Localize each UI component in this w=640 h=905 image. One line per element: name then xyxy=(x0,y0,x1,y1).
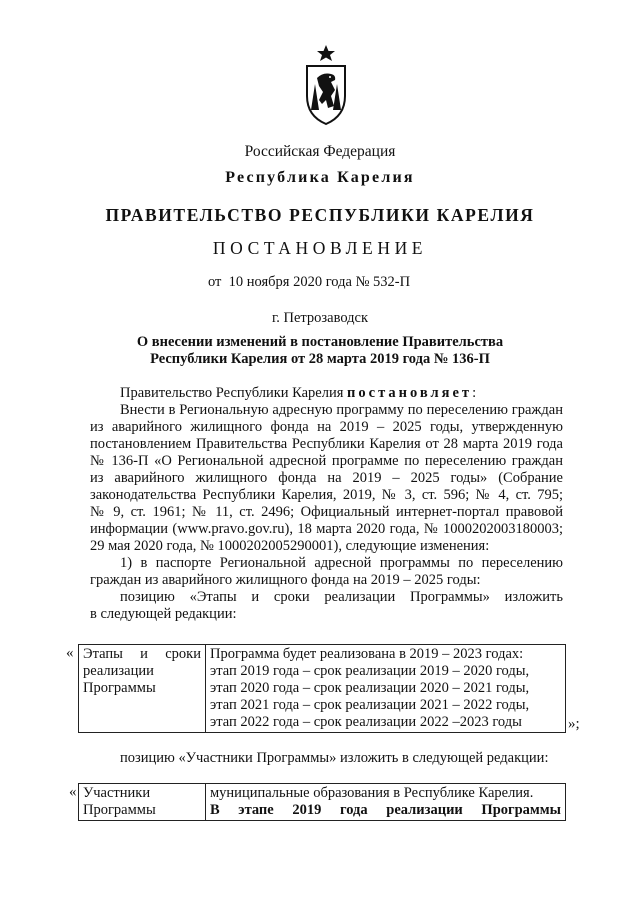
document-title-line-2: Республики Карелия от 28 марта 2019 года № 136-П xyxy=(150,351,490,367)
main-line: информации (www.pravo.gov.ru), 18 марта 2020 года, № 1000202003180003; xyxy=(90,521,563,537)
cell-line: Программы xyxy=(83,680,156,696)
cell-line: этап 2020 года – срок реализации 2020 – 2021 годы, xyxy=(210,680,530,696)
cell-line: Программы xyxy=(83,802,156,818)
cell-line: реализации xyxy=(83,663,154,679)
participants-content-cell xyxy=(206,784,566,821)
document-date: от 10 ноября 2020 года № 532-П xyxy=(208,274,411,290)
cell-line: этап 2022 года – срок реализации 2022 –2023 годы xyxy=(210,714,522,730)
cell-line: этап 2019 года – срок реализации 2019 – 2020 годы, xyxy=(210,663,530,679)
city-line: г. Петрозаводск xyxy=(271,310,369,326)
main-line: № 9, ст. 1961; № 11, ст. 2496; Официальный интернет-портал правовой xyxy=(90,504,563,520)
main-line: 1) в паспорте Региональной адресной программы по переселению xyxy=(120,555,563,571)
intro-text: Правительство Республики Карелия xyxy=(120,385,344,401)
intro-paragraph xyxy=(120,385,570,402)
table1-open-quote: « xyxy=(66,645,74,661)
table-row xyxy=(79,645,566,733)
participants-position-paragraph: позицию «Участники Программы» изложить в следующей редакции: xyxy=(120,750,549,766)
main-line: 29 мая 2020 года, № 1000202005290001), следующие изменения: xyxy=(90,538,490,554)
main-line: № 136-П «О Региональной адресной программе по переселению граждан xyxy=(90,453,563,469)
document-title-line-1: О внесении изменений в постановление Правительства xyxy=(136,334,504,350)
coat-of-arms-icon xyxy=(301,44,351,126)
cell-line: В этапе 2019 года реализации Программы xyxy=(210,802,561,818)
main-line: из аварийного жилищного фонда на 2019 – 2025 годы, утвержденную xyxy=(90,419,563,435)
table-row xyxy=(79,784,566,821)
document-type-heading: ПОСТАНОВЛЕНИЕ xyxy=(212,238,428,258)
main-line: граждан из аварийного жилищного фонда на 2019 – 2025 годы: xyxy=(90,572,481,588)
intro-colon: : xyxy=(472,385,477,401)
main-line: из аварийного жилищного фонда на 2019 – 2025 годы» (Собрание xyxy=(90,470,563,486)
main-line: законодательства Республики Карелия, 2019, № 3, ст. 596; № 4, ст. 795; xyxy=(90,487,563,503)
main-paragraph xyxy=(90,402,563,623)
stages-table xyxy=(78,644,566,733)
table2-open-quote: « xyxy=(69,784,77,800)
cell-line: Программа будет реализована в 2019 – 2023 годах: xyxy=(210,646,524,662)
participants-table xyxy=(78,783,566,821)
main-line: постановлением Правительства Республики Карелия от 28 марта 2019 года xyxy=(90,436,563,452)
cell-line: муниципальные образования в Республике Карелия. xyxy=(210,785,534,801)
main-line: позицию «Этапы и сроки реализации Программы» изложить xyxy=(120,589,563,605)
intro-verb: постановляет xyxy=(347,385,473,401)
main-line: Внести в Региональную адресную программу по переселению граждан xyxy=(120,402,563,418)
main-line: в следующей редакции: xyxy=(90,606,237,622)
republic-heading: Республика Карелия xyxy=(225,169,415,186)
participants-label-cell xyxy=(79,784,206,821)
table1-close-quote: »; xyxy=(568,716,580,732)
cell-line: Участники xyxy=(83,785,151,801)
federation-heading: Российская Федерация xyxy=(244,143,396,160)
cell-line: этап 2021 года – срок реализации 2021 – 2022 годы, xyxy=(210,697,530,713)
cell-line: Этапы и сроки xyxy=(83,646,201,662)
stages-content-cell xyxy=(206,645,566,733)
stages-label-cell xyxy=(79,645,206,733)
government-heading: ПРАВИТЕЛЬСТВО РЕСПУБЛИКИ КАРЕЛИЯ xyxy=(105,205,535,225)
